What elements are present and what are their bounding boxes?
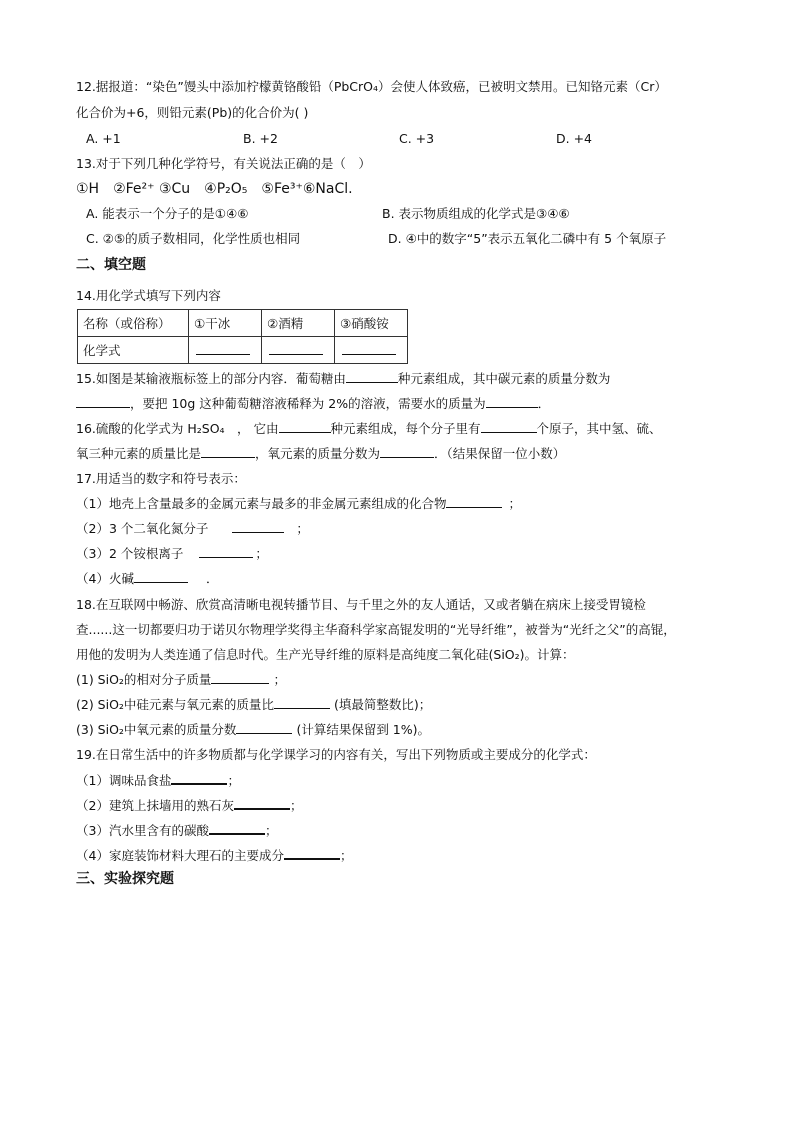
q12-option-d: D. +4 (556, 131, 592, 146)
q17-item-text: （2）3 个二氧化氮分子 (76, 521, 209, 536)
q16-line1 (76, 420, 662, 438)
q17-item-end: ． (205, 571, 219, 586)
q16-line2 (76, 445, 565, 463)
q18-line3: 用他的发明为人类连通了信息时代。生产光导纤维的原料是高纯度二氧化硅(SiO₂)。计算： (76, 647, 575, 662)
table-cell: ①干冰 (189, 310, 262, 337)
q17-item-3 (76, 545, 268, 563)
q13-option-c: C. ②⑤的质子数相同，化学性质也相同 (86, 231, 301, 246)
q15-text: 种元素组成，其中碳元素的质量分数为 (397, 371, 611, 386)
table-header-row (78, 310, 408, 337)
answer-blank[interactable] (481, 420, 537, 433)
q13-option-d: D. ④中的数字“5”表示五氧化二磷中有 5 个氧原子 (388, 231, 667, 246)
q16-text: ．（结果保留一位小数） (434, 446, 566, 461)
answer-blank[interactable] (76, 395, 130, 408)
q18-item-2 (76, 696, 431, 714)
q18-item-text: (3) SiO₂中氧元素的质量分数 (76, 722, 237, 737)
q15-text: 15.如图是某输液瓶标签上的部分内容．葡萄糖由 (76, 371, 346, 386)
q18-item-1 (76, 671, 286, 689)
q13-stem: 13.对于下列几种化学符号，有关说法正确的是（ ） (76, 156, 371, 171)
table-cell: 化学式 (78, 337, 189, 364)
q17-item-2 (76, 520, 309, 538)
q12-option-c: C. +3 (399, 131, 435, 146)
answer-blank-cell[interactable] (335, 337, 408, 364)
answer-blank[interactable] (134, 570, 188, 583)
q17-item-1 (76, 495, 521, 513)
section-fill-in-title: 二、填空题 (76, 257, 146, 273)
q15-text: ，要把 10g 这种葡萄糖溶液稀释为 2%的溶液，需要水的质量为 (130, 396, 486, 411)
q15-text: ． (537, 396, 551, 411)
q16-text: 个原子，其中氢、硫、 (536, 421, 662, 436)
q12-line2: 化合价为+6，则铅元素(Pb)的化合价为( ) (76, 105, 309, 120)
q17-item-text: （3）2 个铵根离子 (76, 546, 184, 561)
answer-blank[interactable] (279, 420, 331, 433)
q18-line2: 查......这一切都要归功于诺贝尔物理学奖得主华裔科学家高锟发明的“光导纤维”，被誉为“光纤之父”的高锟， (76, 622, 676, 637)
q19-item-text: （1）调味品食盐 (76, 773, 172, 788)
q18-item-3 (76, 721, 430, 739)
q19-item-text: （2）建筑上抹墙用的熟石灰 (76, 798, 234, 813)
answer-blank[interactable] (346, 370, 398, 383)
q14-stem: 14.用化学式填写下列内容 (76, 288, 221, 303)
answer-blank[interactable] (232, 520, 284, 533)
answer-blank[interactable] (380, 445, 434, 458)
q19-item-end: ； (264, 823, 278, 838)
q19-item-text: （4）家庭装饰材料大理石的主要成分 (76, 848, 284, 863)
q19-item-end: ； (227, 773, 240, 788)
q19-item-end: ； (339, 848, 353, 863)
q19-item-end: ； (289, 798, 303, 813)
q18-item-end: (填最简整数比)； (333, 697, 432, 712)
table-cell: ②酒精 (262, 310, 335, 337)
table-cell: ③硝酸铵 (335, 310, 408, 337)
q16-text: ，氧元素的质量分数为 (255, 446, 381, 461)
q17-item-end: ； (296, 521, 309, 536)
q19-item-text: （3）汽水里含有的碳酸 (76, 823, 209, 838)
q12-option-a: A. +1 (86, 131, 121, 146)
q17-item-text: （4）火碱 (76, 571, 134, 586)
answer-blank[interactable] (274, 696, 330, 709)
answer-blank[interactable] (284, 846, 340, 860)
q14-table (77, 309, 408, 364)
q19-stem: 19.在日常生活中的许多物质都与化学课学习的内容有关，写出下列物质或主要成分的化学式： (76, 747, 596, 762)
q13-symbols: ①H ②Fe²⁺ ③Cu ④P₂O₅ ⑤Fe³⁺⑥NaCl. (76, 181, 353, 197)
q17-item-4 (76, 570, 218, 588)
q18-line1: 18.在互联网中畅游、欣赏高清晰电视转播节目、与千里之外的友人通话，又或者躺在病床上接受胃镜检 (76, 597, 646, 612)
q12-line1: 12.据报道：“染色”馒头中添加柠檬黄铬酸铅（PbCrO₄）会使人体致癌，已被明文禁用。已知铬元素（Cr） (76, 79, 667, 94)
answer-blank[interactable] (201, 445, 255, 458)
q13-option-b: B. 表示物质组成的化学式是③④⑥ (382, 206, 570, 221)
answer-blank[interactable] (171, 771, 227, 785)
q19-item-3 (76, 821, 277, 840)
table-cell: 名称（或俗称） (78, 310, 189, 337)
answer-blank[interactable] (199, 545, 253, 558)
q17-item-end: ； (508, 496, 521, 511)
q18-item-text: (2) SiO₂中硅元素与氧元素的质量比 (76, 697, 274, 712)
answer-blank[interactable] (234, 796, 290, 810)
table-row (78, 337, 408, 364)
q17-stem: 17.用适当的数字和符号表示： (76, 471, 246, 486)
q13-option-a: A. 能表示一个分子的是①④⑥ (86, 206, 249, 221)
answer-blank[interactable] (209, 821, 265, 835)
answer-blank[interactable] (236, 721, 292, 734)
q17-item-text: （1）地壳上含量最多的金属元素与最多的非金属元素组成的化合物 (76, 496, 447, 511)
q12-option-b: B. +2 (243, 131, 278, 146)
q19-item-1 (76, 771, 240, 790)
answer-blank[interactable] (211, 671, 269, 684)
q19-item-4 (76, 846, 352, 865)
q16-text: 16.硫酸的化学式为 H₂SO₄ ， 它由 (76, 421, 279, 436)
q18-item-end: ； (273, 672, 286, 687)
q16-text: 种元素组成，每个分子里有 (330, 421, 481, 436)
q15-line2 (76, 395, 550, 413)
answer-blank[interactable] (446, 495, 502, 508)
q17-item-end: ； (255, 546, 268, 561)
q18-item-text: (1) SiO₂的相对分子质量 (76, 672, 212, 687)
answer-blank[interactable] (486, 395, 538, 408)
q15-line1 (76, 370, 610, 388)
answer-blank-cell[interactable] (262, 337, 335, 364)
answer-blank-cell[interactable] (189, 337, 262, 364)
section-experiment-title: 三、实验探究题 (76, 871, 174, 887)
q16-text: 氧三种元素的质量比是 (76, 446, 202, 461)
q19-item-2 (76, 796, 302, 815)
q18-item-end: (计算结果保留到 1%)。 (296, 722, 430, 737)
